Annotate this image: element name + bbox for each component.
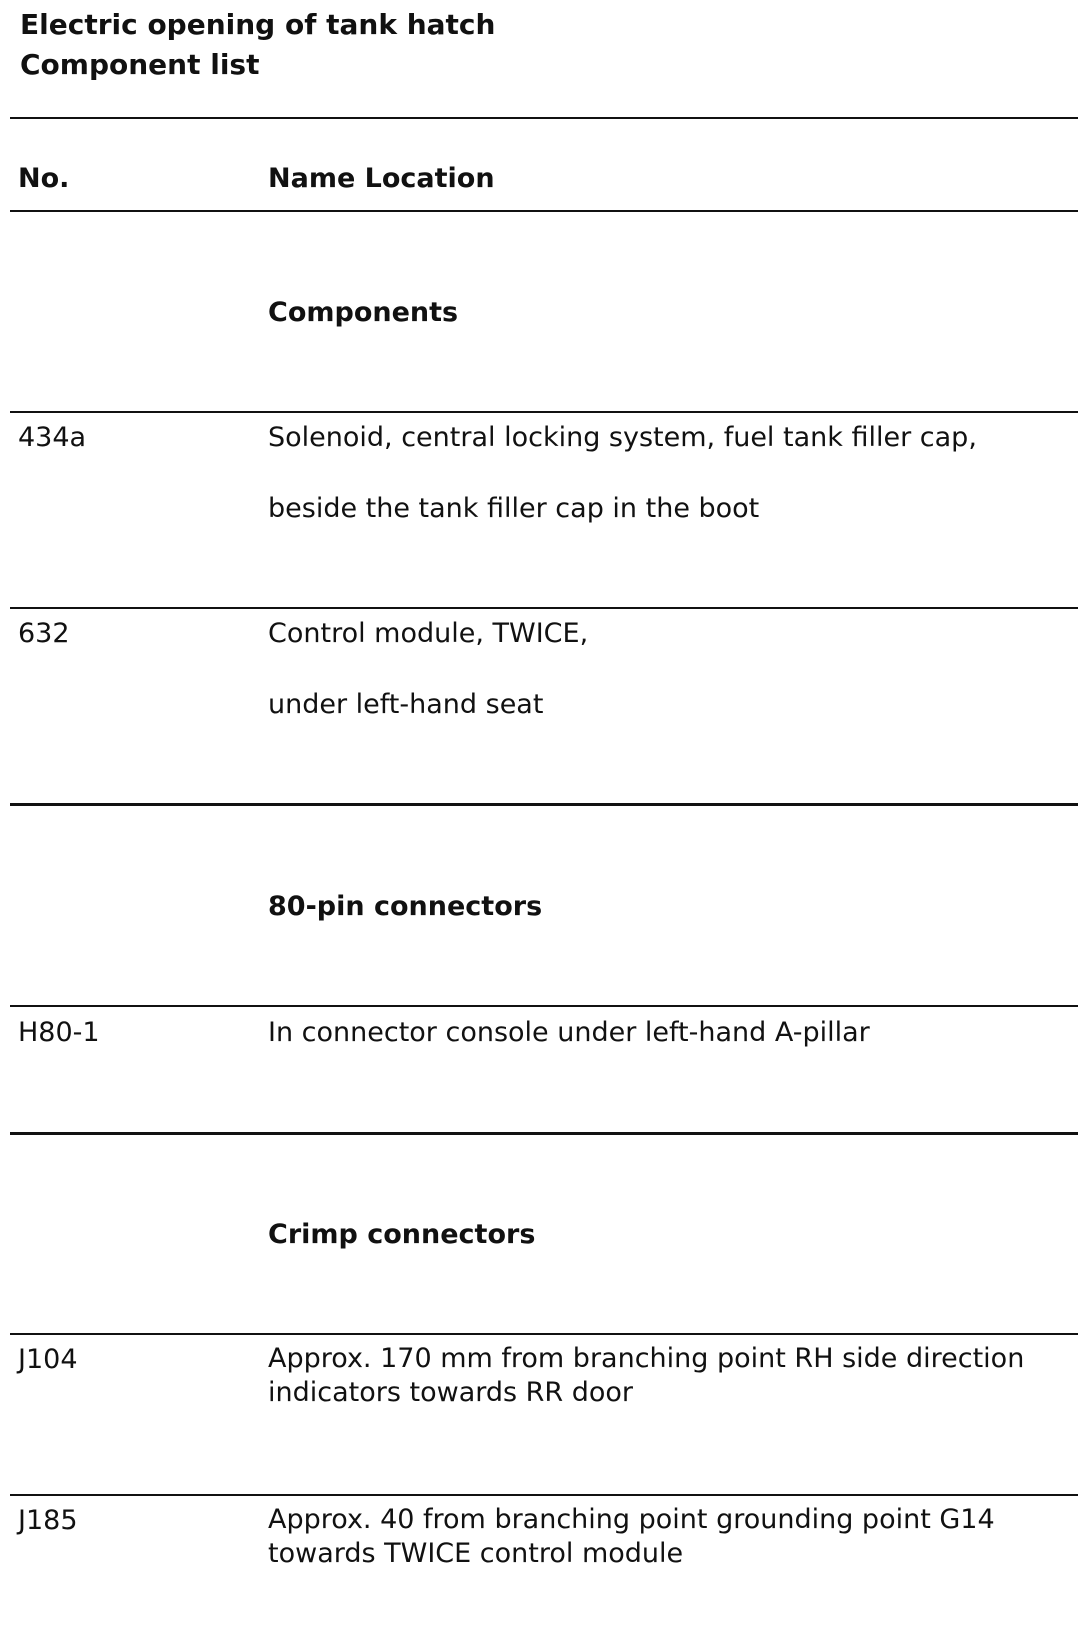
component-number: 434a: [18, 422, 87, 453]
connector-number: J185: [18, 1505, 78, 1536]
column-header-no: No.: [18, 163, 70, 194]
top-rule: [10, 117, 1078, 119]
section-heading-components: Components: [268, 297, 459, 328]
row-rule: [10, 1494, 1078, 1496]
component-name: Control module, TWICE,: [268, 618, 589, 649]
component-number: 632: [18, 618, 70, 649]
row-rule: [10, 1333, 1078, 1335]
section-heading-80-pin-connectors: 80-pin connectors: [268, 891, 543, 922]
row-rule: [10, 411, 1078, 413]
section-rule: [10, 803, 1078, 806]
component-name: Solenoid, central locking system, fuel tank filler cap,: [268, 422, 977, 453]
document-subtitle: Component list: [20, 48, 260, 81]
column-header-name-location: Name Location: [268, 163, 495, 194]
connector-location: Approx. 170 mm from branching point RH side direction indicators towards RR door: [268, 1343, 1025, 1408]
document-title: Electric opening of tank hatch: [20, 8, 496, 41]
connector-location: In connector console under left-hand A-pillar: [268, 1017, 870, 1048]
component-location: beside the tank filler cap in the boot: [268, 493, 760, 524]
component-location: under left-hand seat: [268, 689, 544, 720]
section-rule: [10, 1132, 1078, 1135]
row-rule: [10, 1005, 1078, 1007]
connector-number: H80-1: [18, 1017, 100, 1048]
section-heading-crimp-connectors: Crimp connectors: [268, 1219, 536, 1250]
connector-number: J104: [18, 1344, 78, 1375]
connector-location: Approx. 40 from branching point grounding point G14 towards TWICE control module: [268, 1504, 995, 1569]
row-rule: [10, 607, 1078, 609]
header-rule: [10, 210, 1078, 212]
